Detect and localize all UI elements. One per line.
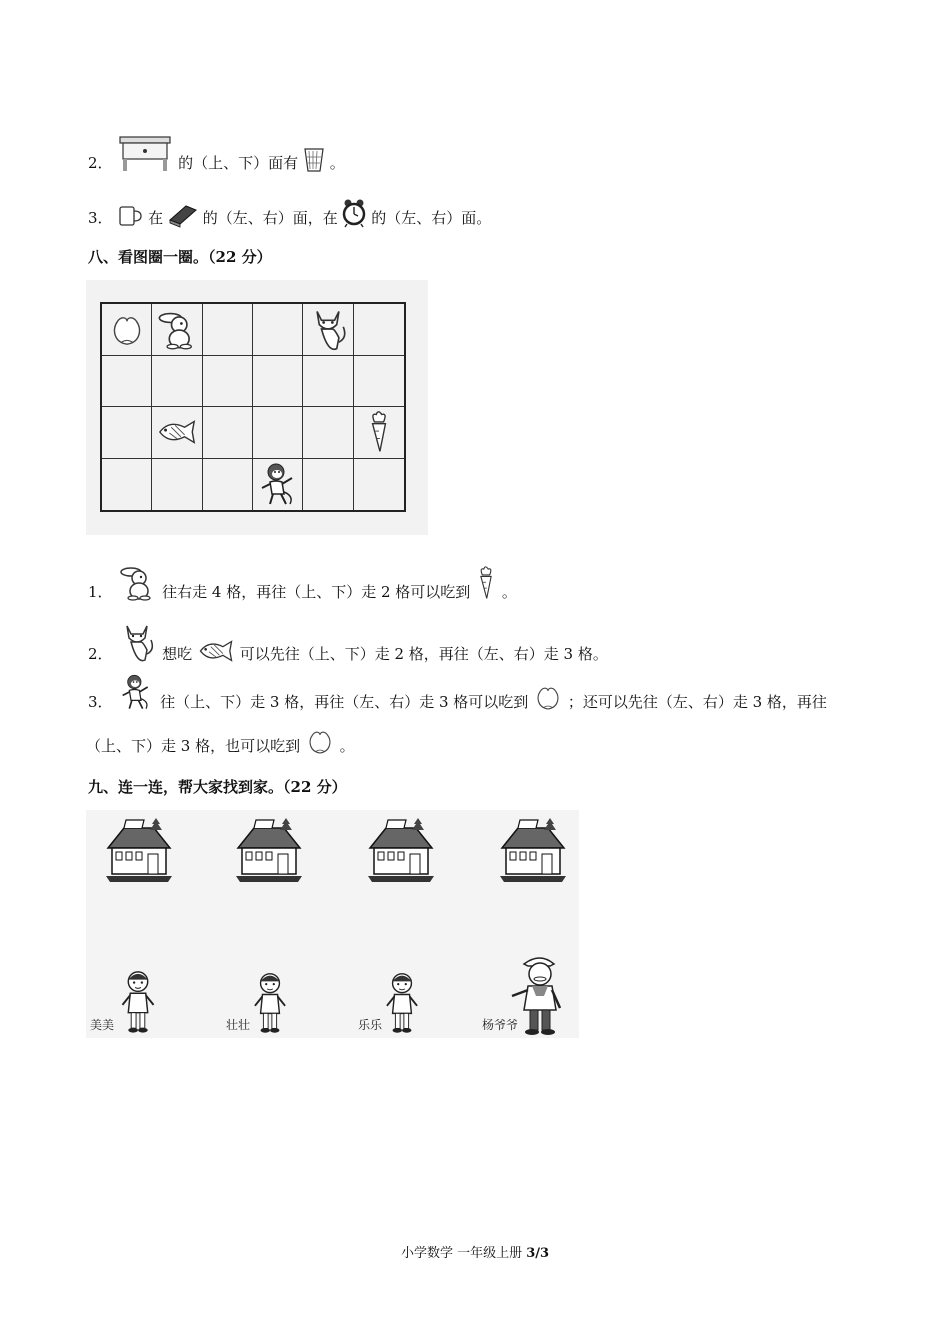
peach-icon bbox=[108, 310, 146, 348]
house-icon[interactable] bbox=[234, 818, 304, 884]
grid-cell[interactable] bbox=[253, 356, 303, 408]
alarm-clock-icon bbox=[342, 198, 366, 228]
house-icon[interactable] bbox=[498, 818, 568, 884]
grid-cell[interactable] bbox=[253, 407, 303, 459]
boy-icon[interactable] bbox=[382, 970, 422, 1036]
s8-q1 bbox=[88, 562, 517, 602]
grid-cell[interactable] bbox=[253, 304, 303, 356]
q7-item3-text-b: 的（左、右）面，在 bbox=[202, 209, 338, 227]
q7-item3 bbox=[88, 198, 491, 228]
q7-item3-text-c: 的（左、右）面。 bbox=[371, 209, 492, 227]
s8-q1-text: 往右走 4 格，再往（上、下）走 2 格可以吃到 bbox=[162, 583, 471, 601]
grid-cell[interactable] bbox=[152, 407, 202, 459]
cat-icon bbox=[117, 620, 157, 664]
grid-cell[interactable] bbox=[152, 304, 202, 356]
s8-q3 bbox=[88, 672, 827, 712]
grid-cell[interactable] bbox=[303, 356, 353, 408]
girl-icon[interactable] bbox=[118, 968, 158, 1036]
fish-icon bbox=[156, 417, 198, 447]
homes-matching-figure bbox=[86, 810, 579, 1038]
animal-grid bbox=[100, 302, 406, 512]
s8-q3-text-b: ；还可以先往（左、右）走 3 格，再往 bbox=[567, 693, 827, 711]
wastebasket-icon bbox=[303, 145, 325, 173]
grid-cell[interactable] bbox=[203, 459, 253, 511]
section8-title: 八、看图圈一圈。（22 分） bbox=[88, 248, 272, 266]
s8-q3-text-d: 。 bbox=[339, 737, 355, 755]
grid-cell[interactable] bbox=[102, 304, 152, 356]
fish-icon bbox=[197, 638, 235, 664]
grid-cell[interactable] bbox=[152, 459, 202, 511]
grid-cell[interactable] bbox=[303, 304, 353, 356]
table-icon bbox=[117, 135, 173, 173]
kid-label-zhuangzhuang: 壮壮 bbox=[226, 1018, 251, 1032]
q7-item2-text: 的（上、下）面有 bbox=[178, 154, 299, 172]
grid-cell[interactable] bbox=[203, 304, 253, 356]
rabbit-icon bbox=[117, 562, 157, 602]
grid-cell[interactable] bbox=[354, 407, 404, 459]
s8-q2-number: 2． bbox=[88, 645, 113, 663]
s8-q2-text-b: 可以先往（上、下）走 2 格，再往（左、右）走 3 格。 bbox=[239, 645, 608, 663]
s8-q2 bbox=[88, 620, 608, 664]
book-icon bbox=[168, 202, 198, 228]
cup-icon bbox=[117, 204, 143, 228]
carrot-icon bbox=[475, 564, 497, 602]
grid-cell[interactable] bbox=[152, 356, 202, 408]
rabbit-icon bbox=[155, 307, 199, 351]
section9-title: 九、连一连，帮大家找到家。（22 分） bbox=[88, 778, 347, 796]
kid-label-lele: 乐乐 bbox=[358, 1018, 383, 1032]
s8-q3-text-a: 往（上、下）走 3 格，再往（左、右）走 3 格可以吃到 bbox=[160, 693, 529, 711]
grid-cell[interactable] bbox=[102, 459, 152, 511]
grid-cell[interactable] bbox=[354, 304, 404, 356]
page-footer bbox=[0, 1242, 950, 1261]
q7-item3-number: 3． bbox=[88, 209, 113, 227]
monkey-icon bbox=[258, 460, 298, 508]
page-number: 3/3 bbox=[526, 1246, 550, 1261]
grid-cell[interactable] bbox=[253, 459, 303, 511]
grid-cell[interactable] bbox=[203, 356, 253, 408]
grid-cell[interactable] bbox=[354, 356, 404, 408]
boy-icon[interactable] bbox=[250, 970, 290, 1036]
q7-item2-number: 2． bbox=[88, 154, 113, 172]
monkey-icon bbox=[117, 672, 155, 712]
grandpa-icon[interactable] bbox=[510, 952, 570, 1036]
grid-cell[interactable] bbox=[102, 356, 152, 408]
peach-icon bbox=[533, 682, 563, 712]
s8-q1-number: 1． bbox=[88, 583, 113, 601]
s8-q1-end: 。 bbox=[501, 583, 517, 601]
grid-cell[interactable] bbox=[354, 459, 404, 511]
grid-cell[interactable] bbox=[303, 407, 353, 459]
q7-item2-end: 。 bbox=[329, 154, 345, 172]
s8-q3-number: 3． bbox=[88, 693, 113, 711]
peach-icon bbox=[305, 726, 335, 756]
cat-icon bbox=[306, 305, 350, 353]
s8-q3-text-c: （上、下）走 3 格，也可以吃到 bbox=[86, 737, 301, 755]
carrot-icon bbox=[365, 409, 393, 455]
grid-cell[interactable] bbox=[102, 407, 152, 459]
footer-text: 小学数学 一年级上册 bbox=[400, 1246, 527, 1261]
kid-label-grandpa-yang: 杨爷爷 bbox=[482, 1018, 519, 1032]
q7-item3-text-a: 在 bbox=[148, 209, 164, 227]
kid-label-meimei: 美美 bbox=[90, 1018, 115, 1032]
house-icon[interactable] bbox=[366, 818, 436, 884]
grid-cell[interactable] bbox=[303, 459, 353, 511]
s8-q3-continued bbox=[86, 726, 355, 756]
animal-grid-figure bbox=[86, 280, 428, 535]
q7-item2 bbox=[88, 135, 345, 173]
grid-cell[interactable] bbox=[203, 407, 253, 459]
s8-q2-text-a: 想吃 bbox=[162, 645, 193, 663]
house-icon[interactable] bbox=[104, 818, 174, 884]
